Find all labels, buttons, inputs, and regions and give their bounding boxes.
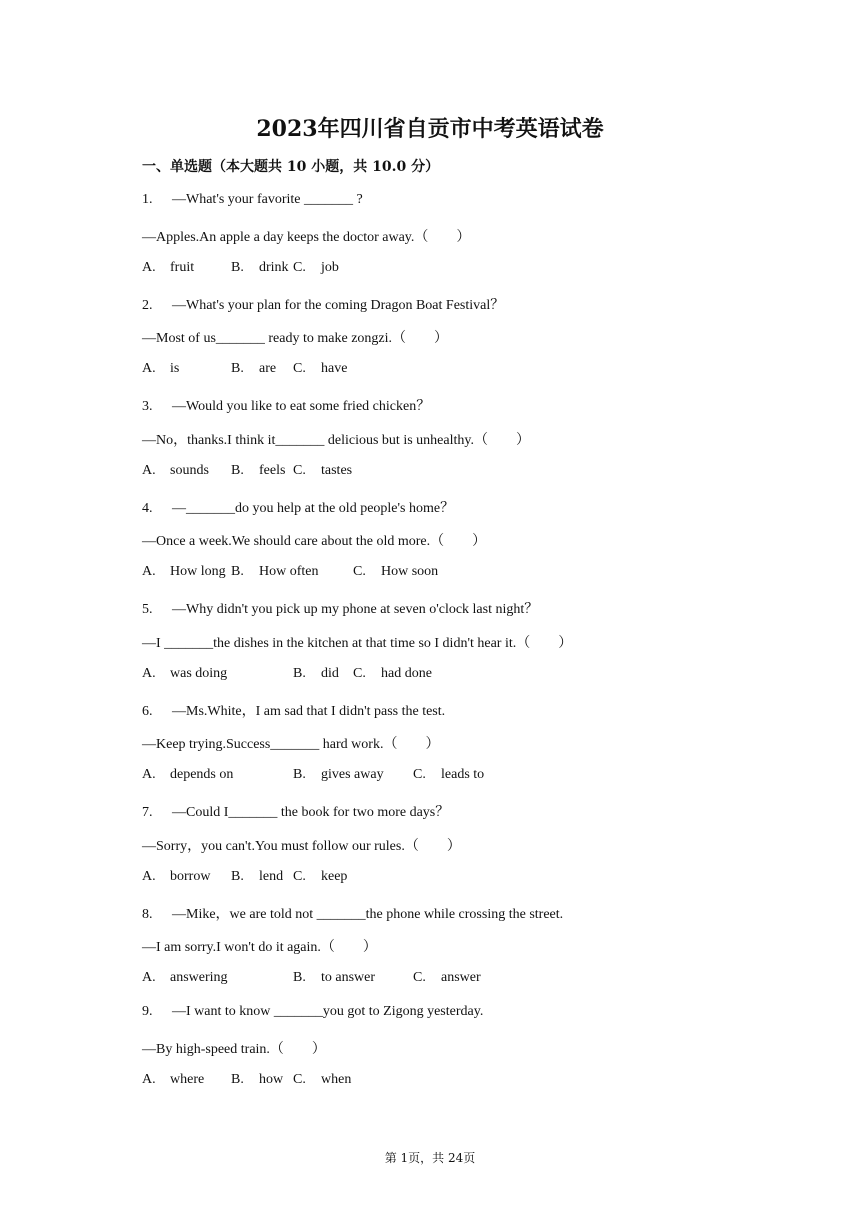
option-text: leads to bbox=[441, 767, 485, 783]
option-text: had done bbox=[381, 665, 432, 681]
answer-option bbox=[413, 970, 481, 986]
answer-option bbox=[142, 869, 210, 885]
answer-option bbox=[293, 361, 347, 377]
question-reply: —No，thanks.I think it_______ delicious but is unhealthy.（ ） bbox=[142, 432, 530, 448]
question-number: 4. bbox=[142, 500, 153, 516]
option-letter: C. bbox=[353, 564, 366, 580]
question-text: —Mike，we are told not _______the phone while crossing the street. bbox=[172, 906, 564, 922]
question-number: 6. bbox=[142, 703, 153, 719]
option-text: job bbox=[321, 259, 339, 275]
option-letter: B. bbox=[231, 868, 244, 884]
question-text: —What's your favorite _______ ? bbox=[172, 192, 363, 207]
answer-option bbox=[142, 767, 233, 783]
answer-option bbox=[293, 463, 352, 479]
answer-option bbox=[293, 970, 375, 986]
answer-option bbox=[231, 564, 319, 580]
question-reply: —Sorry，you can't.You must follow our rules.（ ） bbox=[142, 838, 461, 854]
option-text: did bbox=[321, 665, 339, 681]
option-text: drink bbox=[259, 259, 289, 275]
question-reply: —By high-speed train.（ ） bbox=[142, 1041, 326, 1057]
question-stem bbox=[142, 192, 363, 208]
option-letter: A. bbox=[142, 970, 156, 986]
option-text: borrow bbox=[170, 868, 211, 884]
option-letter: A. bbox=[142, 564, 156, 580]
answer-option bbox=[142, 260, 194, 276]
question-text: —I want to know _______you got to Zigong yesterday. bbox=[172, 1004, 484, 1019]
answer-option bbox=[413, 767, 484, 783]
question-stem bbox=[142, 801, 449, 821]
answer-option bbox=[293, 869, 347, 885]
option-letter: A. bbox=[142, 259, 156, 275]
question-stem bbox=[142, 395, 430, 415]
answer-option bbox=[293, 666, 339, 682]
question-reply: —I am sorry.I won't do it again.（ ） bbox=[142, 940, 377, 956]
option-text: tastes bbox=[321, 462, 353, 478]
answer-option bbox=[231, 1072, 283, 1088]
option-text: How long bbox=[170, 564, 226, 580]
option-letter: A. bbox=[142, 665, 156, 681]
question-number: 2. bbox=[142, 297, 153, 313]
question-reply: —I _______the dishes in the kitchen at that time so I didn't hear it.（ ） bbox=[142, 635, 573, 651]
option-text: lend bbox=[259, 868, 284, 884]
question-stem bbox=[142, 1004, 483, 1020]
option-letter: C. bbox=[413, 970, 426, 986]
question-number: 7. bbox=[142, 805, 153, 820]
question-text: —Could I_______ the book for two more days？ bbox=[172, 805, 450, 820]
option-text: answer bbox=[441, 970, 481, 986]
option-letter: B. bbox=[293, 767, 306, 783]
answer-option bbox=[142, 666, 227, 682]
answer-option bbox=[231, 260, 289, 276]
option-letter: A. bbox=[142, 462, 156, 478]
page-footer: 第 1页，共 24页 bbox=[384, 1151, 476, 1165]
option-text: depends on bbox=[170, 767, 234, 783]
question-text: —_______do you help at the old people's home？ bbox=[172, 500, 455, 516]
option-text: answering bbox=[170, 970, 228, 986]
question-stem bbox=[142, 598, 538, 618]
question-number: 5. bbox=[142, 602, 153, 617]
option-text: was doing bbox=[170, 665, 228, 681]
answer-option bbox=[293, 767, 384, 783]
answer-option bbox=[353, 666, 432, 682]
option-letter: B. bbox=[293, 665, 306, 681]
question-reply: —Apples.An apple a day keeps the doctor away.（ ） bbox=[142, 229, 471, 245]
option-text: is bbox=[170, 361, 180, 377]
answer-option bbox=[231, 869, 283, 885]
option-letter: A. bbox=[142, 767, 156, 783]
section-heading: 一、单选题（本大题共 10 小题，共 10.0 分） bbox=[142, 159, 440, 175]
option-letter: C. bbox=[293, 1071, 306, 1087]
option-letter: A. bbox=[142, 1071, 156, 1087]
option-text: How soon bbox=[381, 564, 439, 580]
question-number: 9. bbox=[142, 1004, 153, 1019]
option-letter: B. bbox=[231, 564, 244, 580]
option-text: how bbox=[259, 1071, 284, 1087]
answer-option bbox=[142, 463, 209, 479]
option-text: are bbox=[259, 361, 277, 377]
question-text: —Why didn't you pick up my phone at seven o'clock last night？ bbox=[172, 602, 539, 617]
question-number: 3. bbox=[142, 399, 153, 414]
option-letter: A. bbox=[142, 868, 156, 884]
option-letter: B. bbox=[231, 462, 244, 478]
question-stem bbox=[142, 903, 563, 923]
option-letter: B. bbox=[231, 1071, 244, 1087]
question-reply: —Once a week.We should care about the old more.（ ） bbox=[142, 534, 487, 550]
option-text: have bbox=[321, 361, 348, 377]
answer-option bbox=[293, 260, 339, 276]
option-letter: C. bbox=[293, 259, 306, 275]
option-text: sounds bbox=[170, 462, 209, 478]
answer-option bbox=[353, 564, 438, 580]
option-text: fruit bbox=[170, 259, 195, 275]
option-letter: C. bbox=[293, 868, 306, 884]
answer-option bbox=[231, 361, 276, 377]
question-stem bbox=[142, 700, 445, 720]
question-text: —Ms.White，I am sad that I didn't pass the test. bbox=[172, 703, 446, 719]
option-text: gives away bbox=[321, 767, 384, 783]
option-letter: B. bbox=[231, 361, 244, 377]
option-text: to answer bbox=[321, 970, 376, 986]
option-letter: B. bbox=[293, 970, 306, 986]
question-number: 1. bbox=[142, 192, 153, 207]
question-reply: —Keep trying.Success_______ hard work.（ ） bbox=[142, 737, 440, 753]
question-stem bbox=[142, 294, 504, 314]
answer-option bbox=[293, 1072, 351, 1088]
page-title: 2023年四川省自贡市中考英语试卷 bbox=[256, 116, 604, 142]
question-text: —Would you like to eat some fried chicken？ bbox=[172, 399, 431, 414]
option-letter: C. bbox=[353, 665, 366, 681]
answer-option bbox=[231, 463, 285, 479]
option-text: when bbox=[321, 1071, 352, 1087]
question-number: 8. bbox=[142, 906, 153, 922]
answer-option bbox=[142, 970, 228, 986]
option-letter: C. bbox=[413, 767, 426, 783]
option-letter: C. bbox=[293, 462, 306, 478]
option-letter: A. bbox=[142, 361, 156, 377]
option-text: keep bbox=[321, 868, 348, 884]
question-text: —What's your plan for the coming Dragon Boat Festival？ bbox=[172, 297, 505, 313]
question-reply: —Most of us_______ ready to make zongzi.（ ） bbox=[142, 331, 449, 347]
answer-option bbox=[142, 564, 226, 580]
option-text: feels bbox=[259, 462, 286, 478]
answer-option bbox=[142, 1072, 204, 1088]
option-letter: B. bbox=[231, 259, 244, 275]
option-text: How often bbox=[259, 564, 319, 580]
question-stem bbox=[142, 497, 454, 517]
option-text: where bbox=[170, 1071, 205, 1087]
answer-option bbox=[142, 361, 179, 377]
option-letter: C. bbox=[293, 361, 306, 377]
